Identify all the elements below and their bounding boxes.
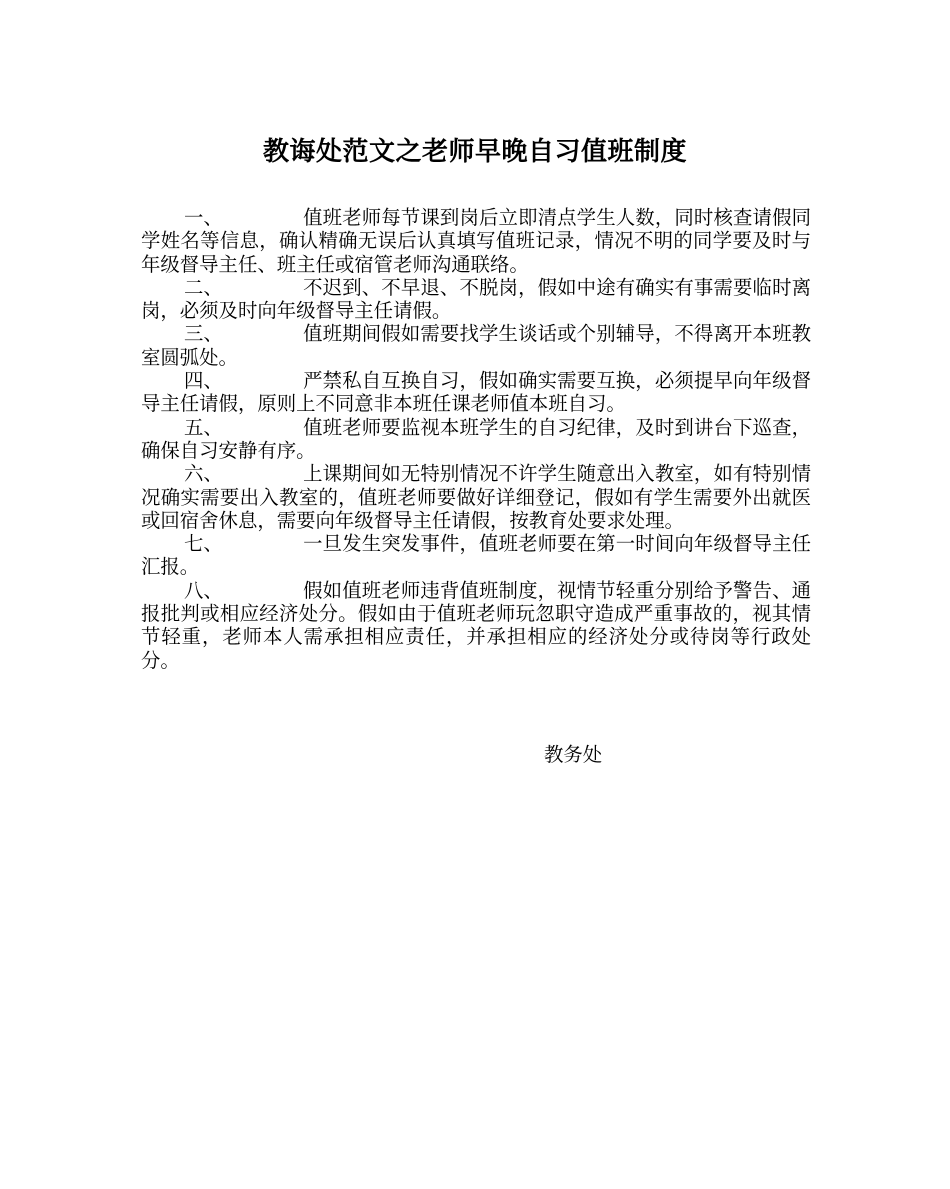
clause-text: 严禁私自互换自习，假如确实需要互换，必须提早向年级督导主任请假，原则上不同意非本班任课老师值本班自习。 [141,369,811,416]
clause-8 [141,579,811,672]
clause-number: 七、 [184,532,223,556]
clause-number: 五、 [184,415,223,439]
clause-number: 三、 [184,322,223,346]
document-body [141,206,811,672]
clause-number: 一、 [184,206,223,229]
clause-text: 假如值班老师违背值班制度，视情节轻重分别给予警告、通报批判或相应经济处分。假如由于值班老师玩忽职守造成严重事故的，视其情节轻重，老师本人需承担相应责任，并承担相应的经济处分或待岗等行政处分。 [141,578,811,672]
clause-number: 二、 [184,275,223,299]
clause-number: 四、 [184,369,223,393]
clause-2 [141,276,811,323]
clause-5 [141,416,811,463]
clause-4 [141,369,811,416]
clause-text: 一旦发生突发事件，值班老师要在第一时间向年级督导主任汇报。 [141,532,811,579]
signature: 教务处 [544,743,603,766]
clause-text: 不迟到、不早退、不脱岗，假如中途有确实有事需要临时离岗，必须及时向年级督导主任请假。 [141,275,811,323]
clause-text: 值班老师要监视本班学生的自习纪律，及时到讲台下巡查，确保自习安静有序。 [141,415,811,462]
clause-number: 六、 [184,462,223,486]
clause-text: 值班期间假如需要找学生谈话或个别辅导，不得离开本班教室圆弧处。 [141,322,811,369]
clause-1 [141,206,811,276]
clause-text: 上课期间如无特别情况不许学生随意出入教室，如有特别情况确实需要出入教室的，值班老师要做好详细登记，假如有学生需要外出就医或回宿舍休息，需要向年级督导主任请假，按教育处要求处理。 [141,462,811,532]
clause-text: 值班老师每节课到岗后立即清点学生人数，同时核查请假同学姓名等信息，确认精确无误后认真填写值班记录，情况不明的同学要及时与年级督导主任、班主任或宿管老师沟通联络。 [141,206,811,276]
clause-7 [141,532,811,579]
clause-6 [141,462,811,532]
document-title: 教诲处范文之老师早晚自习值班制度 [262,137,687,167]
clause-3 [141,322,811,369]
clause-number: 八、 [184,578,223,602]
